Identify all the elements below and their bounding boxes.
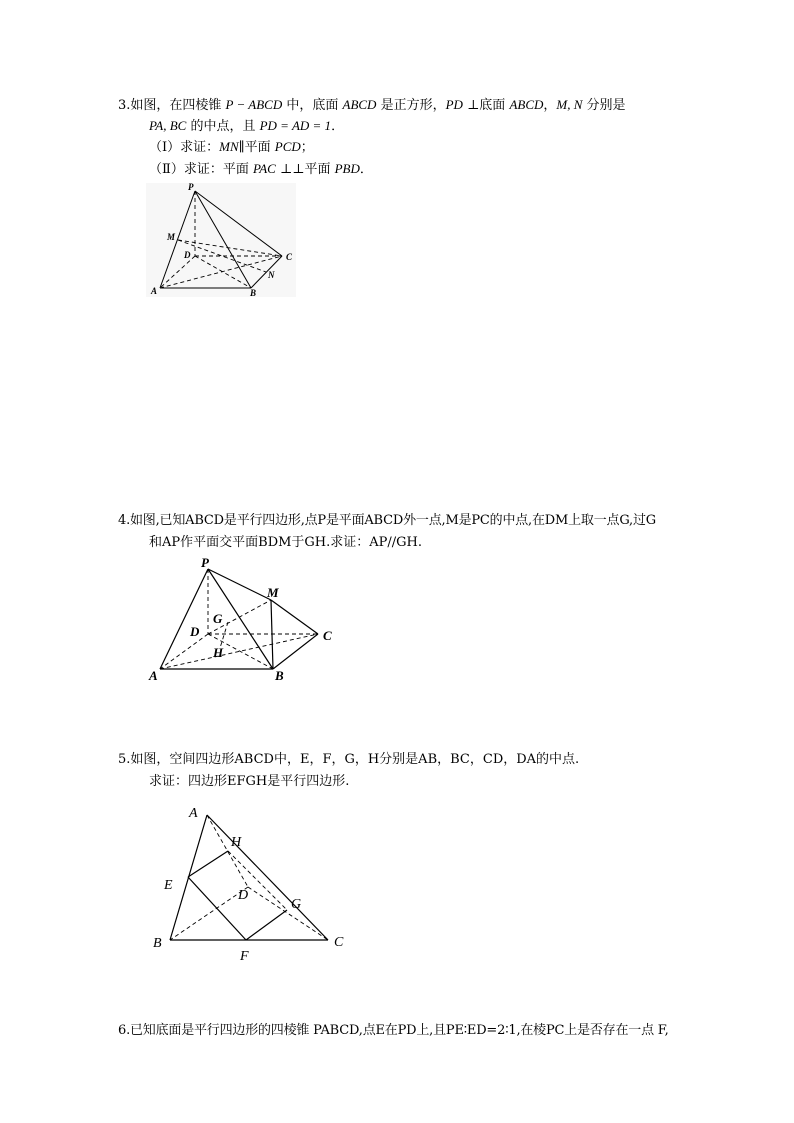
- edge-PA: [160, 569, 208, 669]
- math: PD: [445, 97, 463, 112]
- math: PD = AD = 1: [259, 118, 332, 133]
- label-G: G: [291, 897, 302, 912]
- text: 的中点，且: [186, 119, 260, 134]
- label-B: B: [275, 668, 284, 683]
- pyramid-figure-4: [140, 550, 350, 685]
- math: PAC: [252, 161, 276, 176]
- edge-CD: [248, 887, 328, 940]
- segment-FG: [246, 910, 287, 940]
- text: （Ⅱ）求证：平面: [149, 162, 253, 177]
- text: （Ⅰ）求证：: [149, 140, 220, 155]
- problem-3-part-1: [149, 139, 314, 156]
- text: ；: [300, 140, 314, 155]
- text: 中，底面: [282, 98, 343, 113]
- math: PA, BC: [149, 118, 187, 133]
- edge-BC: [273, 634, 318, 669]
- label-D: D: [190, 624, 200, 639]
- label-G: G: [213, 611, 223, 626]
- segment-EH: [188, 851, 228, 877]
- problem-5-line-1: 5.如图，空间四边形ABCD中，E，F，G，H分别是AB，BC，CD，DA的中点.: [118, 752, 580, 767]
- problem-6-line-1: 6.已知底面是平行四边形的四棱锥 PABCD,点E在PD上,且PE∶ED=2∶1,在棱PC上是否存在一点 F,: [118, 1023, 669, 1038]
- problem-3-line-2: [149, 118, 344, 135]
- label-M: M: [167, 232, 176, 242]
- label-P: P: [201, 555, 209, 570]
- problem-4-line-2: 和AP作平面交平面BDM于GH.求证：AP//GH.: [149, 535, 423, 550]
- label-E: E: [164, 878, 173, 893]
- text: ⊥底面: [462, 98, 510, 113]
- label-B: B: [250, 288, 257, 298]
- label-A: A: [151, 286, 158, 296]
- math: MN: [219, 139, 239, 154]
- text: ．: [359, 162, 373, 177]
- label-B: B: [153, 936, 162, 951]
- problem-3-part-2: [149, 161, 373, 178]
- text: ，: [543, 98, 557, 113]
- label-C: C: [323, 628, 332, 643]
- label-M: M: [267, 585, 279, 600]
- quadrilateral-figure-5: [145, 798, 355, 968]
- problem-4-line-1: 4.如图,已知ABCD是平行四边形,点P是平面ABCD外一点,M是PC的中点,在DM上取一点G,过G: [118, 513, 656, 528]
- label-H: H: [231, 835, 242, 850]
- text: 分别是: [582, 98, 626, 113]
- math: M, N: [556, 97, 583, 112]
- math: P − ABCD: [225, 97, 283, 112]
- label-N: N: [268, 270, 275, 280]
- label-D: D: [238, 888, 249, 903]
- label-C: C: [286, 252, 293, 262]
- label-D: D: [184, 250, 191, 260]
- segment-HG: [228, 851, 287, 910]
- math: ABCD: [342, 97, 377, 112]
- label-C: C: [334, 935, 344, 950]
- problem-5-line-2: 求证：四边形EFGH是平行四边形.: [149, 774, 350, 789]
- label-A: A: [149, 668, 158, 683]
- edge-MB: [271, 600, 273, 669]
- math: PBD: [334, 161, 360, 176]
- edge-AC: [207, 815, 328, 940]
- text: ⊥⊥平面: [275, 162, 335, 177]
- edge-BD: [170, 887, 248, 940]
- label-F: F: [240, 949, 249, 964]
- text: 3.如图，在四棱锥: [118, 98, 226, 113]
- text: ．: [331, 119, 345, 134]
- problem-3-line-1: [118, 97, 626, 114]
- label-A: A: [189, 806, 198, 821]
- text: ∥平面: [238, 140, 275, 155]
- label-H: H: [213, 645, 224, 660]
- edge-MC: [271, 600, 318, 634]
- text: 是正方形，: [376, 98, 446, 113]
- math: PCD: [274, 139, 301, 154]
- pyramid-figure-3: [140, 180, 310, 305]
- math: ABCD: [509, 97, 544, 112]
- label-P: P: [188, 182, 194, 192]
